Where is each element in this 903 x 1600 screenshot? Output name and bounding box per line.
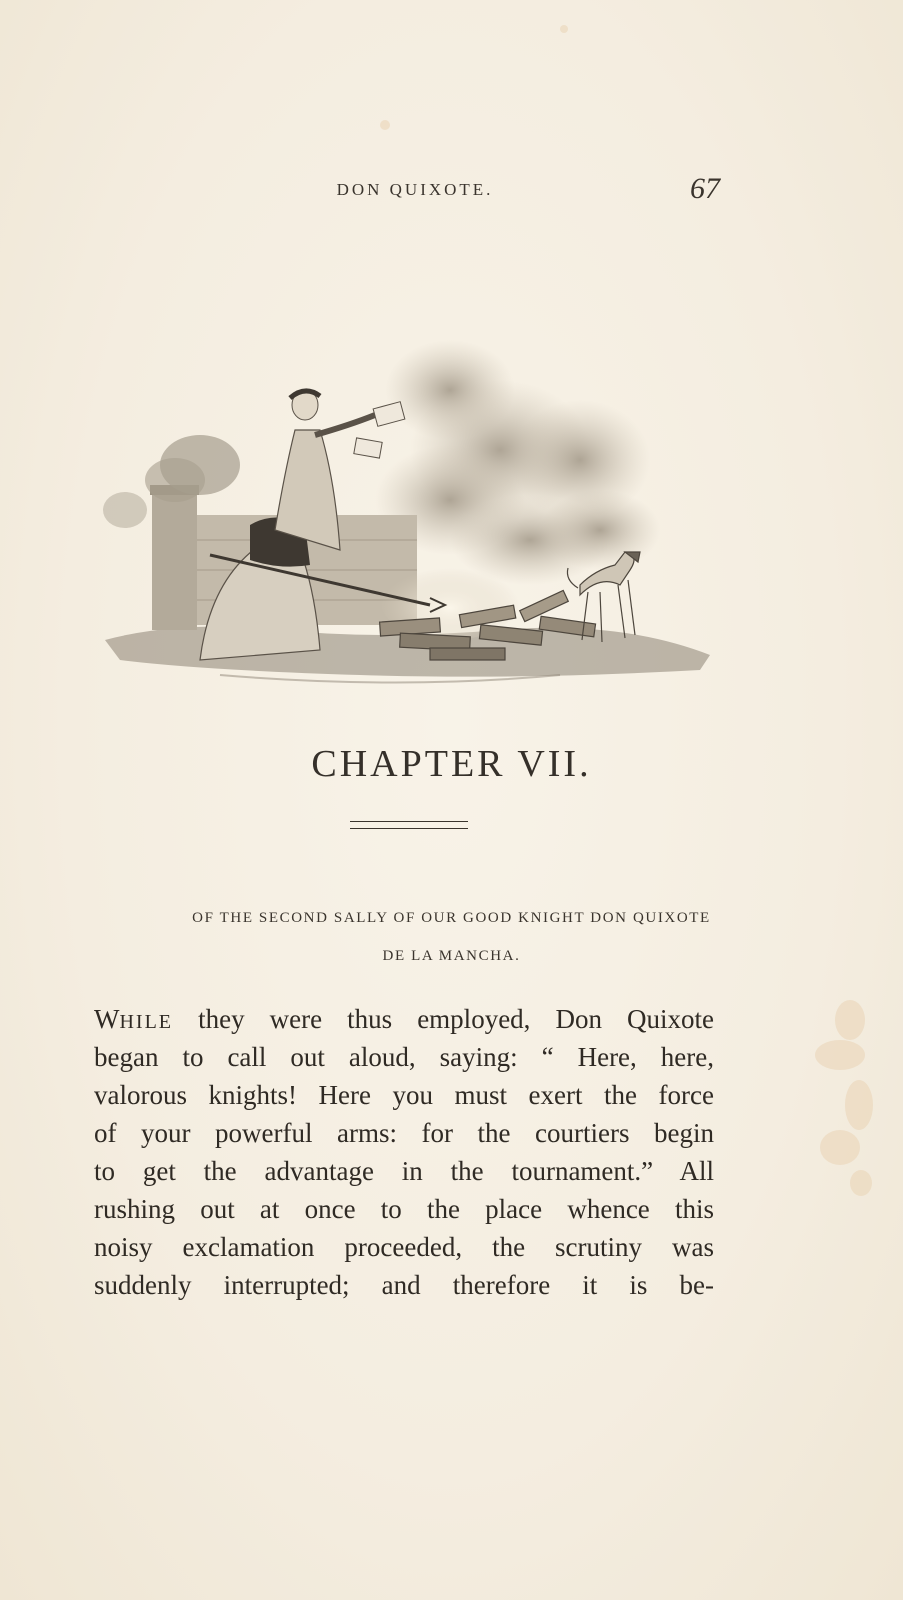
text-line: rushing out at once to the place whence this [94, 1194, 714, 1224]
text-line: valorous knights! Here you must exert the force [94, 1080, 714, 1110]
running-head [0, 172, 903, 216]
text-line: began to call out aloud, saying: “ Here, here, [94, 1042, 714, 1072]
foxing-spot [815, 1040, 865, 1070]
body-text [94, 1000, 714, 1304]
foxing-spot [845, 1080, 873, 1130]
text-line: to get the advantage in the tournament.” All [94, 1156, 714, 1186]
chapter-vignette-engraving [100, 330, 730, 695]
foxing-spot [560, 25, 568, 33]
text-line: of your powerful arms: for the courtiers begin [94, 1118, 714, 1148]
text-line-1: they were thus employed, Don Quixote [198, 1004, 715, 1034]
foxing-spot [380, 120, 390, 130]
text-line [94, 1000, 714, 1038]
first-word-initial: W [94, 1004, 120, 1034]
foxing-spot [850, 1170, 872, 1196]
chapter-title: CHAPTER VII. [311, 743, 592, 785]
chapter-subtitle-line-2: DE LA MANCHA. [382, 948, 521, 964]
double-rule-bottom [350, 828, 468, 829]
chapter-subtitle-line-1: OF THE SECOND SALLY OF OUR GOOD KNIGHT DON QUIXOTE [192, 910, 711, 926]
foxing-spot [835, 1000, 865, 1040]
running-title: DON QUIXOTE. [336, 180, 494, 199]
text-line: suddenly interrupted; and therefore it is be- [94, 1270, 714, 1300]
foxing-spot [820, 1130, 860, 1165]
first-word-rest: HILE [119, 1011, 174, 1033]
smoke-clouds [375, 340, 660, 585]
page-number: 67 [690, 172, 720, 205]
text-line: noisy exclamation proceeded, the scrutiny was [94, 1232, 714, 1262]
double-rule-top [350, 821, 468, 822]
